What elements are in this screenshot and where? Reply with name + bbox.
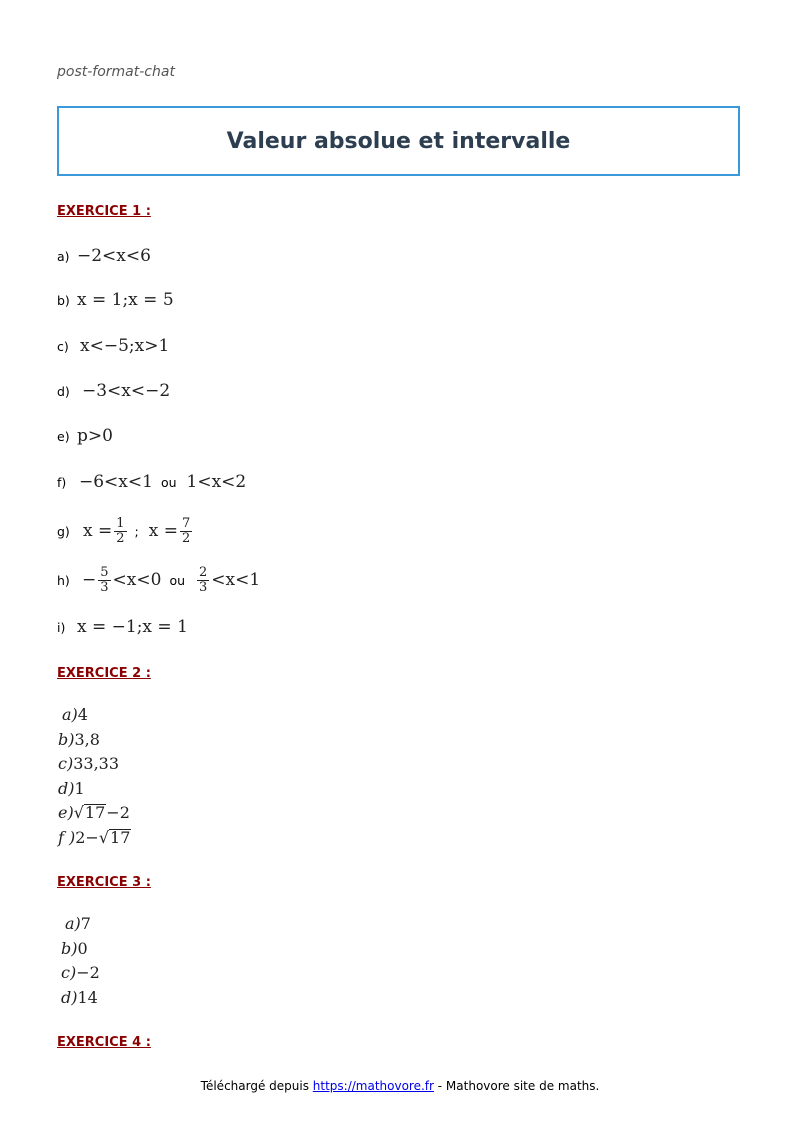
radicand: 17 [84, 803, 106, 822]
page-title: Valeur absolue et intervalle [226, 128, 571, 154]
exercise-3-heading: EXERCICE 3 : [57, 875, 151, 890]
math-expression-left [82, 566, 161, 595]
fraction [180, 517, 192, 546]
math-variable: x = [83, 521, 113, 541]
answer-value: 7 [80, 914, 91, 933]
footer-link[interactable]: https://mathovore.fr [312, 1079, 434, 1093]
answer-value: 0 [77, 938, 88, 958]
ex1-item-i [57, 613, 188, 641]
item-label: c) [57, 338, 69, 354]
exercise-2-heading: EXERCICE 2 : [57, 666, 151, 681]
answer-row [61, 912, 100, 937]
answer-label: e) [58, 803, 74, 822]
ex1-item-e [57, 422, 113, 450]
answer-label: c) [58, 754, 74, 773]
connector-ou: ou [160, 474, 177, 490]
item-label: a) [57, 248, 70, 264]
math-expression: −3<x<−2 [82, 381, 171, 401]
fraction-denominator: 3 [100, 579, 109, 595]
answer-row [61, 961, 100, 986]
answer-value: 14 [77, 987, 98, 1007]
math-expression-left [83, 517, 129, 546]
fraction-denominator: 2 [182, 530, 191, 546]
fraction-numerator: 2 [199, 564, 208, 580]
fraction-denominator: 2 [116, 530, 125, 546]
footer-prefix: Téléchargé depuis [200, 1079, 313, 1093]
connector-ou: ou [169, 572, 186, 588]
ex1-item-d [57, 377, 170, 405]
page-tag: post-format-chat [57, 64, 175, 80]
item-label: g) [57, 523, 70, 539]
item-label: i) [57, 619, 66, 635]
math-expression: x<−5;x>1 [80, 336, 170, 356]
fraction [114, 517, 126, 546]
math-expression-right [195, 566, 260, 595]
answer-value: 33,33 [73, 754, 120, 773]
answer-label: a) [62, 705, 78, 724]
math-expression-right: 1<x<2 [186, 472, 247, 492]
ex1-item-h [57, 563, 260, 597]
math-expression: x = 1;x = 5 [77, 290, 174, 310]
footer-suffix: - Mathovore site de maths. [433, 1079, 600, 1093]
item-label: f) [57, 474, 67, 490]
answer-row [58, 728, 131, 753]
math-expression: p>0 [77, 426, 113, 446]
exercise-4-heading: EXERCICE 4 : [57, 1035, 151, 1050]
connector-semicolon: ; [134, 523, 139, 539]
answer-row [58, 801, 131, 826]
ex1-item-c [57, 332, 169, 360]
math-expression-right [149, 517, 195, 546]
square-root: √17 [98, 827, 131, 847]
answer-value: 3,8 [74, 729, 100, 749]
fraction [197, 566, 209, 595]
math-inequality: <x<1 [211, 570, 261, 590]
answer-label: a) [65, 914, 81, 933]
title-box [57, 106, 740, 176]
answer-row [58, 826, 131, 851]
math-inequality: <x<0 [112, 570, 162, 590]
item-label: b) [57, 292, 70, 308]
answer-label: d) [58, 778, 75, 798]
answer-label: f ) [58, 827, 76, 847]
answer-row [58, 752, 131, 777]
answer-label: c) [61, 963, 77, 982]
math-expression: x = −1;x = 1 [77, 617, 188, 637]
answer-row [58, 777, 131, 802]
square-root: √17 [73, 803, 106, 822]
answer-value: 1 [74, 778, 85, 798]
answer-value: 4 [77, 705, 88, 724]
answer-label: d) [61, 987, 78, 1007]
exercise-2-answers [58, 703, 131, 850]
fraction-denominator: 3 [199, 579, 208, 595]
answer-value: −2 [76, 963, 100, 982]
radicand: 17 [110, 827, 131, 847]
answer-row [61, 986, 100, 1011]
answer-row [61, 937, 100, 962]
item-label: h) [57, 572, 70, 588]
math-expression-left: −6<x<1 [79, 472, 153, 492]
page-footer [0, 1079, 800, 1093]
answer-label: b) [61, 938, 78, 958]
ex1-item-b [57, 286, 174, 314]
item-label: d) [57, 383, 70, 399]
fraction-numerator: 1 [116, 515, 125, 531]
fraction-numerator: 5 [100, 564, 109, 580]
ex1-item-a [57, 242, 151, 270]
answer-label: b) [58, 729, 75, 749]
math-expression: −2<x<6 [77, 246, 151, 266]
exercise-1-heading: EXERCICE 1 : [57, 204, 151, 219]
exercise-3-answers [61, 912, 100, 1010]
item-label: e) [57, 428, 70, 444]
answer-row [58, 703, 131, 728]
fraction [98, 566, 110, 595]
math-sign: − [82, 570, 97, 590]
answer-value: 2− [75, 827, 99, 847]
ex1-item-f [57, 468, 246, 496]
math-variable: x = [148, 521, 178, 541]
ex1-item-g [57, 514, 194, 548]
answer-value: −2 [106, 803, 130, 822]
fraction-numerator: 7 [182, 515, 191, 531]
